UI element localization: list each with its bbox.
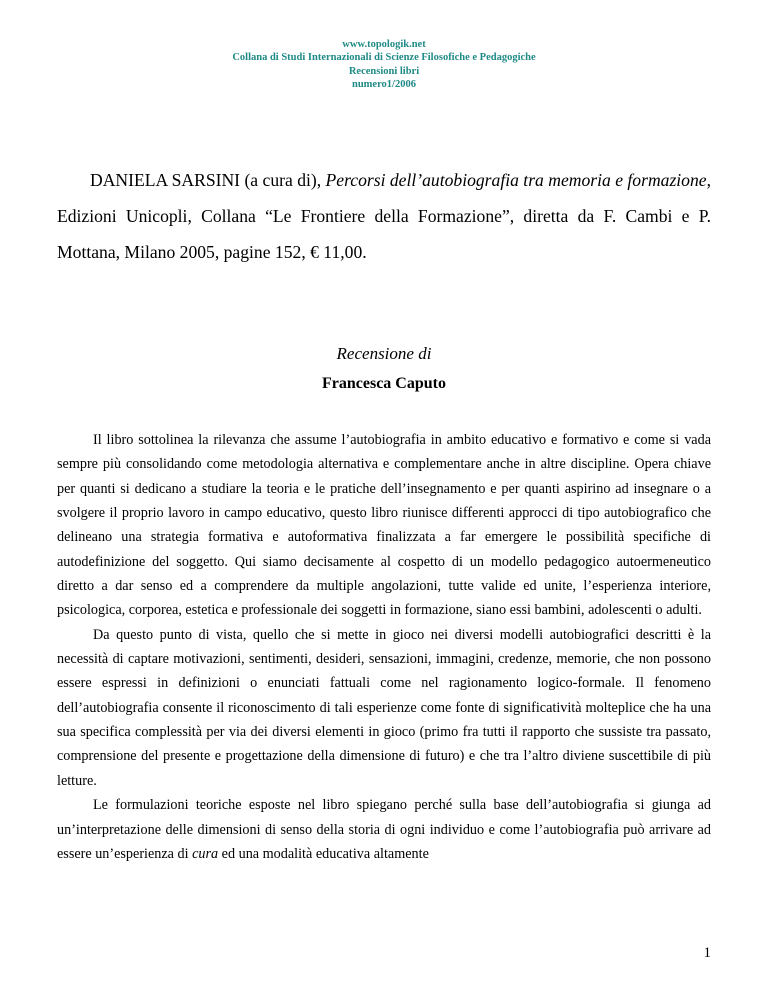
- review-body: [57, 428, 711, 866]
- header-website: www.topologik.net: [342, 39, 426, 50]
- body-paragraph-3-italic: cura: [192, 845, 219, 862]
- book-citation: [57, 162, 711, 270]
- body-paragraph-3: [57, 793, 711, 866]
- citation-title: Percorsi dell’autobiografia tra memoria e formazione: [325, 170, 707, 190]
- header-issue: numero1/2006: [352, 78, 416, 90]
- body-paragraph-3-start: Le formulazioni teoriche esposte nel libro spiegano perché sulla base dell’autobiografia si giunga ad un’interpretazione delle dimensioni di senso della storia di ogni individuo e come l’autobiografia può arrivare ad essere un’esperienza di: [57, 797, 711, 862]
- header-series: Collana di Studi Internazionali di Scienze Filosofiche e Pedagogiche: [232, 52, 536, 64]
- body-paragraph-3-end: ed una modalità educativa altamente: [218, 845, 429, 862]
- citation-details: , Edizioni Unicopli, Collana “Le Frontiere della Formazione”, diretta da F. Cambi e P. Mottana, Milano 2005, pagine 152, € 11,00.: [57, 170, 711, 262]
- review-label: Recensione di: [336, 344, 432, 363]
- page-number: 1: [703, 945, 711, 961]
- reviewer-name: Francesca Caputo: [322, 375, 446, 392]
- journal-header: [0, 38, 768, 91]
- header-section: Recensioni libri: [348, 65, 420, 77]
- citation-author: DANIELA SARSINI (a cura di),: [90, 170, 326, 190]
- body-paragraph-1: Il libro sottolinea la rilevanza che assume l’autobiografia in ambito educativo e formativo e come si vada sempre più consolidando come metodologia alternativa e complementare anche in altre discipline. Opera chiave per quanti si dedicano a studiare la teoria e le pratiche dell’insegnamento e per quanti aspirino ad insegnare o a svolgere il proprio lavoro in campo educativo, questo libro riunisce differenti approcci di tipo autobiografico che delineano una strategia formativa e autoformativa finalizzata a far emergere le possibilità specifiche di autodefinizione del soggetto. Qui siamo decisamente al cospetto di un modello pedagogico autoermeneutico diretto a dar senso ed a comprendere da multiple angolazioni, tutte valide ed unite, l’esperienza interiore, psicologica, corporea, estetica e professionale dei soggetti in formazione, siano essi bambini, adolescenti o adulti.: [57, 432, 711, 619]
- body-paragraph-2: Da questo punto di vista, quello che si mette in gioco nei diversi modelli autobiografici descritti è la necessità di captare motivazioni, sentimenti, desideri, sensazioni, immagini, credenze, memorie, che non possono essere espressi in definizioni o enunciati fattuali come nel ragionamento logico-formale. Il fenomeno dell’autobiografia consente il riconoscimento di tali esperienze come fonte di significatività molteplice che ha una sua specifica complessità per via dei diversi elementi in gioco (primo fra tutti il rapporto che sussiste tra passato, comprensione del presente e progettazione della dimensione di futuro) e che tra l’altro diviene suscettibile di più letture.: [57, 626, 711, 789]
